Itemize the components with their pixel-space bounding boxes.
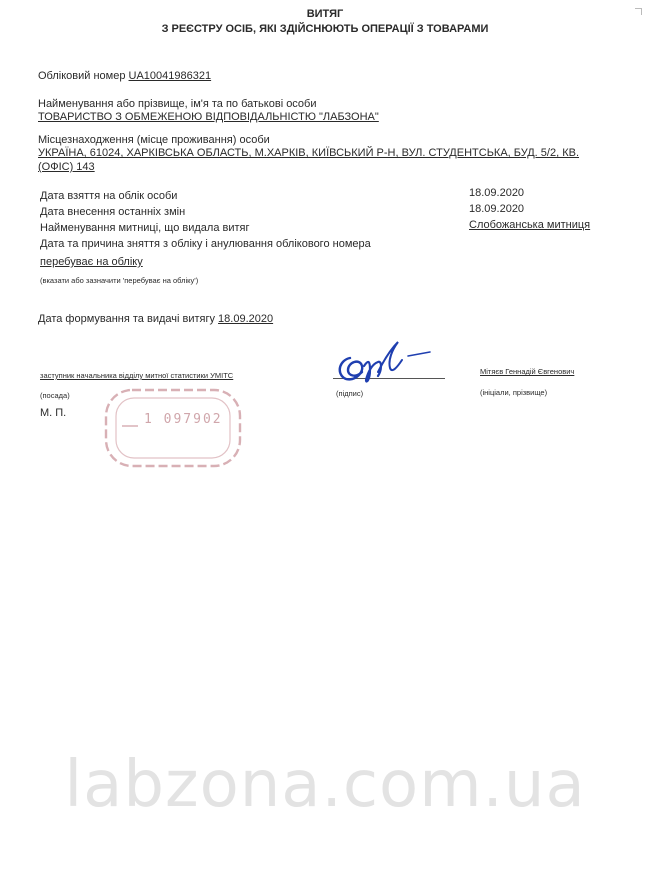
signer-name: Мітяєв Геннадій Євгенович bbox=[480, 367, 575, 376]
status-value: перебуває на обліку bbox=[40, 256, 143, 268]
stamp-number: 1 097902 bbox=[144, 412, 223, 427]
issue-date-row bbox=[38, 313, 273, 326]
seal-place-label: М. П. bbox=[40, 407, 67, 419]
issue-date-value: 18.09.2020 bbox=[218, 313, 274, 325]
entity-name-value: ТОВАРИСТВО З ОБМЕЖЕНОЮ ВІДПОВІДАЛЬНІСТЮ "ЛАБЗОНА" bbox=[38, 111, 379, 123]
address-value-line1: УКРАЇНА, 61024, ХАРКІВСЬКА ОБЛАСТЬ, М.ХАРКІВ, КИЇВСЬКИЙ Р-Н, ВУЛ. СТУДЕНТСЬКА, БУД. 5/2, КВ. bbox=[38, 147, 580, 159]
signer-name-caption: (ініціали, прізвище) bbox=[480, 388, 548, 397]
last-change-date-value: 18.09.2020 bbox=[469, 203, 525, 215]
customs-office-value: Слобожанська митниця bbox=[469, 219, 591, 231]
account-number-value: UA10041986321 bbox=[128, 70, 212, 82]
document-title: ВИТЯГ bbox=[306, 8, 344, 20]
issue-date-label: Дата формування та видачі витягу bbox=[38, 313, 215, 325]
deregistration-label: Дата та причина зняття з обліку і анулювання облікового номера bbox=[40, 238, 371, 250]
handwritten-signature bbox=[332, 336, 442, 388]
account-number-label: Обліковий номер bbox=[38, 70, 126, 82]
watermark: labzona.com.ua bbox=[64, 748, 586, 822]
signature-caption: (підпис) bbox=[336, 389, 364, 398]
official-stamp bbox=[98, 386, 248, 470]
registration-date-value: 18.09.2020 bbox=[469, 187, 525, 199]
address-label: Місцезнаходження (місце проживання) особи bbox=[38, 134, 270, 146]
last-change-date-label: Дата внесення останніх змін bbox=[40, 206, 186, 218]
status-hint: (вказати або зазначити 'перебуває на обліку') bbox=[40, 276, 199, 285]
signer-position: заступник начальника відділу митної статистики УМІТС bbox=[40, 371, 234, 380]
customs-office-label: Найменування митниці, що видала витяг bbox=[40, 222, 250, 234]
position-caption: (посада) bbox=[40, 391, 70, 400]
address-value-line2: (ОФІС) 143 bbox=[38, 161, 95, 173]
registration-date-label: Дата взяття на облік особи bbox=[40, 190, 178, 202]
account-number-row bbox=[38, 70, 211, 83]
document-subtitle: З РЕЄСТРУ ОСІБ, ЯКІ ЗДІЙСНЮЮТЬ ОПЕРАЦІЇ З ТОВАРАМИ bbox=[161, 23, 489, 35]
entity-name-label: Найменування або прізвище, ім'я та по батькові особи bbox=[38, 98, 317, 110]
